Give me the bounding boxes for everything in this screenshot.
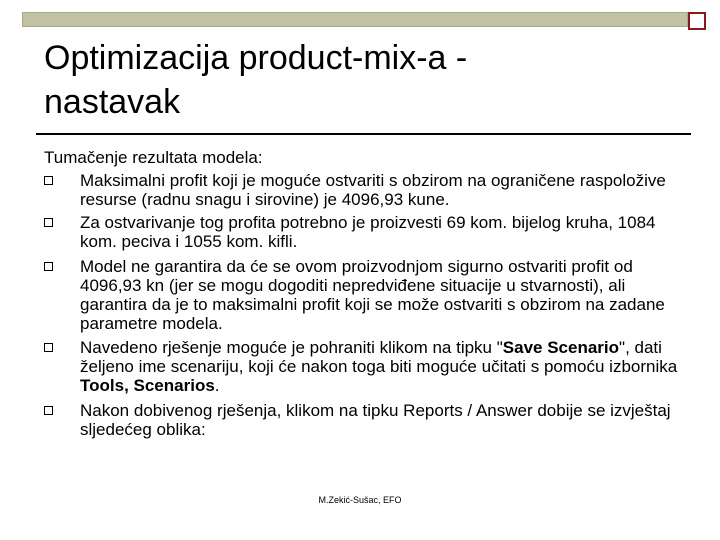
tools-scenarios-label: Tools, Scenarios — [80, 376, 215, 395]
square-bullet-icon — [44, 176, 53, 185]
save-scenario-label: Save Scenario — [502, 338, 620, 357]
bullet-text-part: Navedeno rješenje moguće je pohraniti klikom na tipku " — [80, 338, 503, 357]
title-divider — [36, 133, 691, 135]
title-line-2: nastavak — [44, 83, 181, 121]
square-bullet-icon — [44, 406, 53, 415]
decorative-corner-box — [688, 12, 706, 30]
slide-title — [44, 36, 684, 124]
bullet-item — [44, 257, 684, 333]
intro-text: Tumačenje rezultata modela: — [44, 148, 263, 167]
title-line-1: Optimizacija product-mix-a - — [44, 39, 468, 77]
bullet-item — [44, 338, 684, 395]
square-bullet-icon — [44, 343, 53, 352]
slide-footer: M.Zekić-Sušac, EFO — [318, 495, 402, 505]
bullet-item — [44, 171, 684, 209]
bullet-text: Za ostvarivanje tog profita potrebno je proizvesti 69 kom. bijelog kruha, 1084 kom. peciva i 1055 kom. kifli. — [80, 213, 656, 251]
bullet-text-part: . — [214, 376, 220, 395]
bullet-text — [80, 338, 684, 395]
bullet-text: Model ne garantira da će se ovom proizvodnjom sigurno ostvariti profit od 4096,93 kn (jer se mogu dogoditi nepredviđene situacije u stvarnosti), ali garantira da je to maksimalni profit koji se može ostvariti s obzirom na zadane parametre modela. — [80, 257, 665, 333]
square-bullet-icon — [44, 262, 53, 271]
decorative-top-bar — [22, 12, 688, 27]
bullet-item — [44, 401, 684, 439]
bullet-text: Maksimalni profit koji je moguće ostvariti s obzirom na ograničene raspoložive resurse (radnu snagu i sirovine) je 4096,93 kune. — [80, 171, 666, 209]
bullet-text: Nakon dobivenog rješenja, klikom na tipku Reports / Answer dobije se izvještaj sljedećeg oblika: — [80, 401, 671, 439]
bullet-item — [44, 213, 684, 251]
bullet-text-part: ", dati željeno ime scenariju, koji će nakon toga biti moguće učitati s pomoću izbornika — [80, 338, 678, 376]
square-bullet-icon — [44, 218, 53, 227]
